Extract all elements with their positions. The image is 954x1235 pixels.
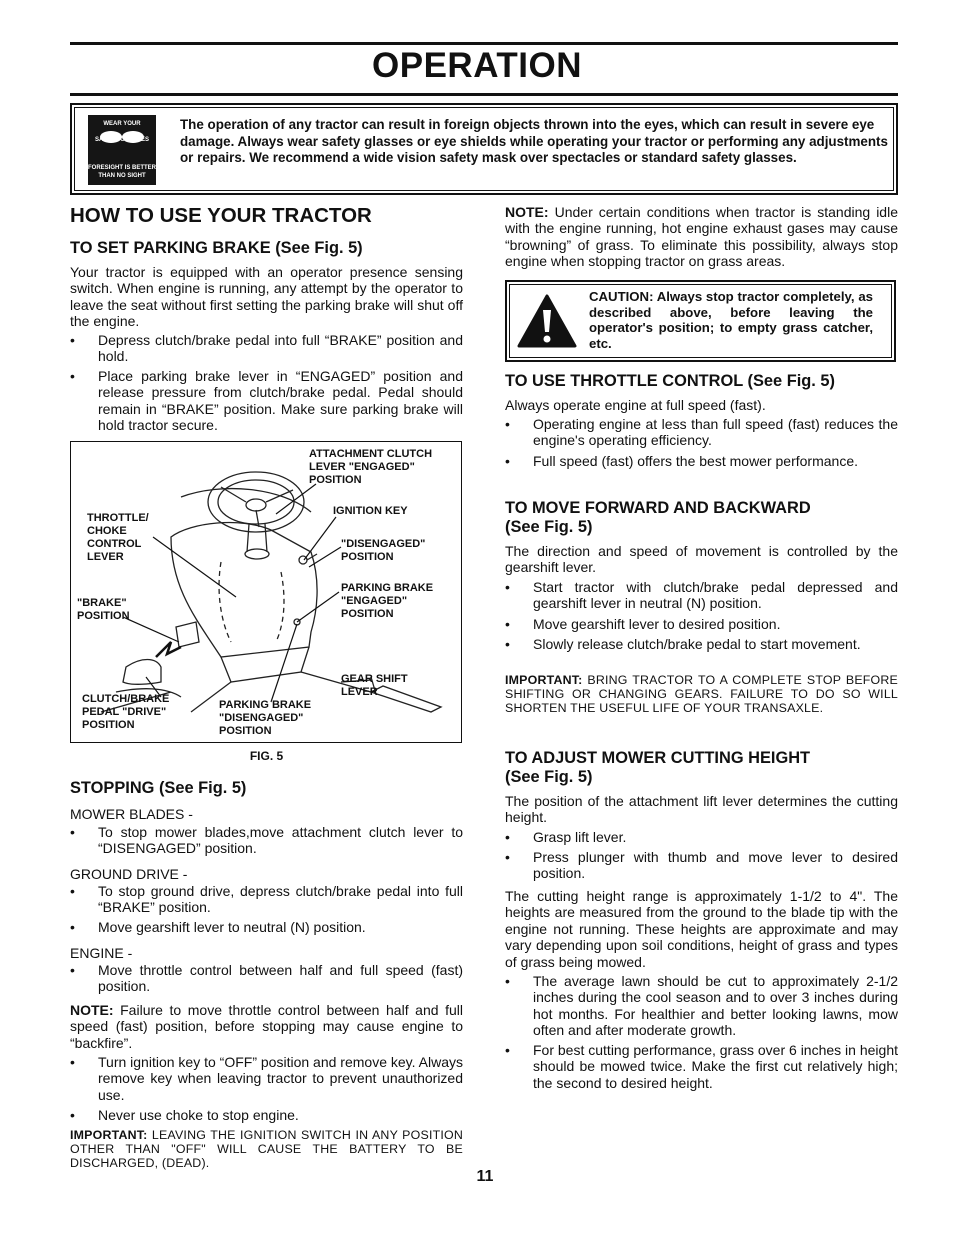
stopping-mower-label: MOWER BLADES - bbox=[70, 806, 193, 822]
exhaust-note: NOTE: Under certain conditions when tractor is standing idle with the engine running, hot engine exhaust gases may cause “browning” of grass. To eliminate this possibility, always stop engine when stopping tractor on grass areas. bbox=[505, 204, 898, 270]
caution-box bbox=[505, 280, 896, 362]
label-brake-position: "BRAKE" POSITION bbox=[77, 597, 130, 622]
figure-5 bbox=[70, 441, 462, 743]
safety-warning-box bbox=[70, 103, 898, 195]
heading-throttle: TO USE THROTTLE CONTROL (See Fig. 5) bbox=[505, 372, 835, 390]
label-throttle-choke: THROTTLE/ CHOKE CONTROL LEVER bbox=[87, 512, 149, 563]
stopping-ignition-bullet: • Turn ignition key to “OFF” position and remove key. Always remove key when leaving tractor to prevent unauthorized use. bbox=[70, 1054, 463, 1103]
label-clutch-brake-pedal: CLUTCH/BRAKE PEDAL "DRIVE" POSITION bbox=[82, 693, 170, 731]
stopping-ground-label: GROUND DRIVE - bbox=[70, 866, 188, 882]
safety-glasses-badge: WEAR YOUR SAFETY GLASSES FORESIGHT IS BETTER THAN NO SIGHT bbox=[88, 115, 156, 185]
throttle-bullet-2: • Full speed (fast) offers the best mower performance. bbox=[505, 453, 858, 469]
stopping-engine-label: ENGINE - bbox=[70, 945, 133, 961]
stopping-engine-bullet: • Move throttle control between half and full speed (fast) position. bbox=[70, 962, 463, 995]
parking-bullet-2: • Place parking brake lever in “ENGAGED” position and release pressure from clutch/brake pedal. Pedal should remain in “BRAKE” position. Make sure parking brake will hold tractor secure. bbox=[70, 368, 463, 434]
stopping-important: IMPORTANT: LEAVING THE IGNITION SWITCH IN ANY POSITION OTHER THAN "OFF" WILL CAUSE THE BATTERY TO BE DISCHARGED, (DEAD). bbox=[70, 1128, 463, 1170]
page-number: 11 bbox=[476, 1168, 494, 1185]
safety-warning-text: The operation of any tractor can result in foreign objects thrown into the eyes, which can result in severe eye damage. Always wear safety glasses or eye shields while operating your tractor or performing any adjustments or repairs. We recommend a wide vision safety mask over spectacles or standard safety glasses. bbox=[180, 117, 888, 165]
height-bullet-4: • For best cutting performance, grass over 6 inches in height should be mowed twice. Make the first cut relatively high; the second to desired height. bbox=[505, 1042, 898, 1091]
height-bullet-3: • The average lawn should be cut to approximately 2-1/2 inches during the cool season and to over 3 inches during hot months. For healthier and better looking lawns, mow often and after moderate growth. bbox=[505, 973, 898, 1039]
label-parking-brake-disengaged: PARKING BRAKE "DISENGAGED" POSITION bbox=[219, 699, 312, 737]
title-rule bbox=[70, 93, 898, 96]
parking-bullet-1: • Depress clutch/brake pedal into full “BRAKE” position and hold. bbox=[70, 332, 463, 365]
move-bullet-1: • Start tractor with clutch/brake pedal depressed and gearshift lever in neutral (N) position. bbox=[505, 579, 898, 612]
parking-intro: Your tractor is equipped with an operator presence sensing switch. When engine is running, any attempt by the operator to leave the seat without first setting the parking brake will shut off the engine. bbox=[70, 264, 463, 330]
throttle-intro: Always operate engine at full speed (fast). bbox=[505, 397, 766, 413]
top-rule bbox=[70, 42, 898, 45]
stopping-ground-bullet-2: • Move gearshift lever to neutral (N) position. bbox=[70, 919, 366, 935]
move-bullet-2: • Move gearshift lever to desired position. bbox=[505, 616, 781, 632]
label-attachment-clutch: ATTACHMENT CLUTCH LEVER "ENGAGED" POSITION bbox=[309, 448, 433, 486]
page-title: OPERATION bbox=[372, 46, 582, 85]
section-heading-how-to-use: HOW TO USE YOUR TRACTOR bbox=[70, 204, 372, 227]
heading-parking-brake: TO SET PARKING BRAKE (See Fig. 5) bbox=[70, 239, 363, 257]
move-bullet-3: • Slowly release clutch/brake pedal to start movement. bbox=[505, 636, 861, 652]
stopping-mower-bullet: • To stop mower blades,move attachment clutch lever to “DISENGAGED” position. bbox=[70, 824, 463, 857]
stopping-note: NOTE: Failure to move throttle control between half and full speed (fast) position, before stopping may cause engine to “backfire”. bbox=[70, 1002, 463, 1051]
height-intro: The position of the attachment lift lever determines the cutting height. bbox=[505, 793, 898, 826]
warning-triangle-icon bbox=[517, 294, 577, 348]
stopping-ground-bullet-1: • To stop ground drive, depress clutch/brake pedal into full “BRAKE” position. bbox=[70, 883, 463, 916]
label-parking-brake-engaged: PARKING BRAKE "ENGAGED" POSITION bbox=[341, 582, 434, 620]
height-bullet-2: • Press plunger with thumb and move lever to desired position. bbox=[505, 849, 898, 882]
figure-caption: FIG. 5 bbox=[249, 749, 284, 763]
caution-text: CAUTION: Always stop tractor completely, as described above, before leaving the operator's position; to empty grass catcher, etc. bbox=[589, 289, 873, 351]
label-gear-shift-lever: GEAR SHIFT LEVER bbox=[341, 673, 408, 698]
label-ignition-key: IGNITION KEY bbox=[333, 505, 408, 517]
stopping-choke-bullet: • Never use choke to stop engine. bbox=[70, 1107, 299, 1123]
move-intro: The direction and speed of movement is controlled by the gearshift lever. bbox=[505, 543, 898, 576]
height-bullet-1: • Grasp lift lever. bbox=[505, 829, 627, 845]
heading-stopping: STOPPING (See Fig. 5) bbox=[70, 779, 247, 797]
label-disengaged-position: "DISENGAGED" POSITION bbox=[341, 538, 426, 563]
heading-cutting-height: TO ADJUST MOWER CUTTING HEIGHT (See Fig. 5) bbox=[505, 749, 811, 786]
move-important: IMPORTANT: BRING TRACTOR TO A COMPLETE STOP BEFORE SHIFTING OR CHANGING GEARS. FAILURE TO DO SO WILL SHORTEN THE USEFUL LIFE OF YOUR TRANSAXLE. bbox=[505, 673, 898, 715]
throttle-bullet-1: • Operating engine at less than full speed (fast) reduces the engine's operating efficiency. bbox=[505, 416, 898, 449]
height-paragraph: The cutting height range is approximately 1-1/2 to 4". The heights are measured from the ground to the blade tip with the engine not running. These heights are approximate and may vary depending upon soil conditions, height of grass and types of grass being mowed. bbox=[505, 888, 898, 970]
heading-move: TO MOVE FORWARD AND BACKWARD (See Fig. 5) bbox=[505, 499, 811, 536]
